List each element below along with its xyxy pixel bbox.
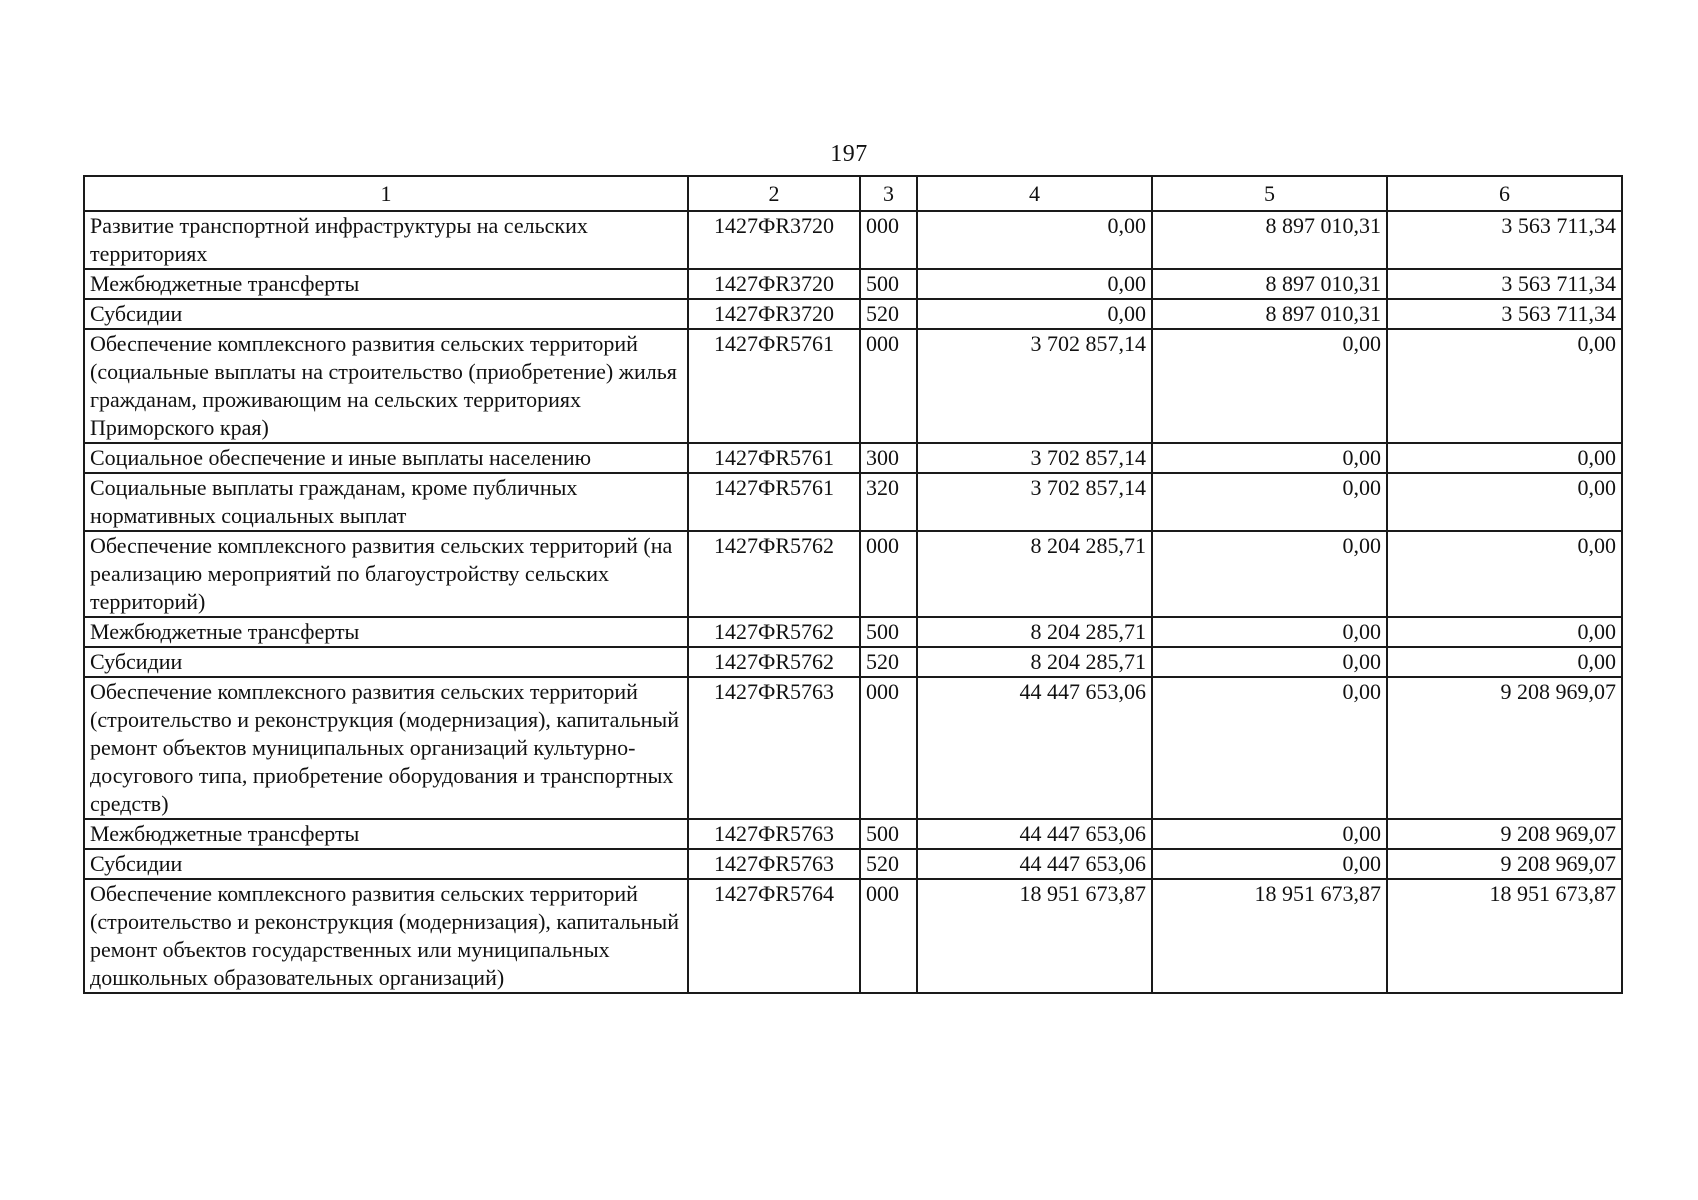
row-value-6: 0,00 [1387,647,1622,677]
row-value-6: 9 208 969,07 [1387,849,1622,879]
row-value-6: 18 951 673,87 [1387,879,1622,993]
header-col-4: 4 [917,176,1152,211]
header-row [84,176,1622,211]
row-code: 1427ФR3720 [688,211,860,269]
row-name: Развитие транспортной инфраструктуры на сельских территориях [84,211,688,269]
row-name: Социальное обеспечение и иные выплаты населению [84,443,688,473]
table-row [84,617,1622,647]
row-value-5: 0,00 [1152,473,1387,531]
row-code: 1427ФR5763 [688,849,860,879]
row-value-5: 8 897 010,31 [1152,269,1387,299]
row-name: Обеспечение комплексного развития сельских территорий (социальные выплаты на строительство (приобретение) жилья гражданам, проживающим на сельских территориях Приморского края) [84,329,688,443]
row-code: 1427ФR5762 [688,531,860,617]
row-value-6: 0,00 [1387,531,1622,617]
row-value-5: 0,00 [1152,531,1387,617]
row-name: Межбюджетные трансферты [84,269,688,299]
table-row [84,531,1622,617]
header-col-5: 5 [1152,176,1387,211]
row-type: 520 [860,299,917,329]
row-value-5: 0,00 [1152,617,1387,647]
row-value-4: 0,00 [917,269,1152,299]
budget-table [83,175,1623,994]
row-value-5: 0,00 [1152,819,1387,849]
row-value-4: 8 204 285,71 [917,531,1152,617]
row-value-6: 9 208 969,07 [1387,819,1622,849]
row-value-4: 44 447 653,06 [917,677,1152,819]
row-value-5: 8 897 010,31 [1152,211,1387,269]
row-value-5: 18 951 673,87 [1152,879,1387,993]
table-row [84,473,1622,531]
row-type: 500 [860,617,917,647]
row-code: 1427ФR5761 [688,329,860,443]
table-row [84,443,1622,473]
table-row [84,299,1622,329]
row-name: Межбюджетные трансферты [84,617,688,647]
row-value-6: 3 563 711,34 [1387,269,1622,299]
row-type: 500 [860,819,917,849]
row-type: 000 [860,329,917,443]
row-value-5: 0,00 [1152,443,1387,473]
row-value-4: 44 447 653,06 [917,849,1152,879]
row-type: 320 [860,473,917,531]
row-value-4: 0,00 [917,211,1152,269]
row-value-5: 8 897 010,31 [1152,299,1387,329]
row-value-4: 3 702 857,14 [917,443,1152,473]
row-type: 500 [860,269,917,299]
row-value-4: 8 204 285,71 [917,617,1152,647]
table-row [84,677,1622,819]
row-code: 1427ФR5762 [688,617,860,647]
row-value-4: 8 204 285,71 [917,647,1152,677]
header-col-6: 6 [1387,176,1622,211]
table-row [84,647,1622,677]
row-code: 1427ФR5761 [688,443,860,473]
row-code: 1427ФR5762 [688,647,860,677]
row-value-6: 3 563 711,34 [1387,211,1622,269]
row-value-6: 0,00 [1387,617,1622,647]
row-value-4: 0,00 [917,299,1152,329]
row-value-5: 0,00 [1152,647,1387,677]
row-value-5: 0,00 [1152,849,1387,879]
row-value-6: 0,00 [1387,473,1622,531]
header-col-3: 3 [860,176,917,211]
row-type: 000 [860,879,917,993]
row-value-5: 0,00 [1152,329,1387,443]
row-type: 000 [860,677,917,819]
row-code: 1427ФR3720 [688,299,860,329]
row-name: Субсидии [84,299,688,329]
table-row [84,329,1622,443]
row-value-4: 3 702 857,14 [917,329,1152,443]
row-value-6: 0,00 [1387,443,1622,473]
row-value-6: 3 563 711,34 [1387,299,1622,329]
row-value-6: 0,00 [1387,329,1622,443]
table-row [84,849,1622,879]
row-name: Субсидии [84,647,688,677]
row-value-4: 44 447 653,06 [917,819,1152,849]
row-name: Социальные выплаты гражданам, кроме публичных нормативных социальных выплат [84,473,688,531]
table-row [84,819,1622,849]
row-type: 520 [860,647,917,677]
row-name: Обеспечение комплексного развития сельских территорий (строительство и реконструкция (модернизация), капитальный ремонт объектов муниципальных организаций культурно-досугового типа, приобретение оборудования и транспортных средств) [84,677,688,819]
header-col-2: 2 [688,176,860,211]
row-type: 520 [860,849,917,879]
header-col-1: 1 [84,176,688,211]
table-row [84,269,1622,299]
row-name: Межбюджетные трансферты [84,819,688,849]
row-code: 1427ФR5763 [688,677,860,819]
row-name: Субсидии [84,849,688,879]
row-value-6: 9 208 969,07 [1387,677,1622,819]
row-value-4: 3 702 857,14 [917,473,1152,531]
row-code: 1427ФR5764 [688,879,860,993]
table-row [84,879,1622,993]
row-type: 000 [860,211,917,269]
row-name: Обеспечение комплексного развития сельских территорий (на реализацию мероприятий по благоустройству сельских территорий) [84,531,688,617]
page-number: 197 [830,141,868,167]
row-value-4: 18 951 673,87 [917,879,1152,993]
row-value-5: 0,00 [1152,677,1387,819]
table-row [84,211,1622,269]
row-name: Обеспечение комплексного развития сельских территорий (строительство и реконструкция (модернизация), капитальный ремонт объектов государственных или муниципальных дошкольных образовательных организаций) [84,879,688,993]
row-code: 1427ФR5761 [688,473,860,531]
row-type: 000 [860,531,917,617]
row-code: 1427ФR5763 [688,819,860,849]
row-code: 1427ФR3720 [688,269,860,299]
row-type: 300 [860,443,917,473]
